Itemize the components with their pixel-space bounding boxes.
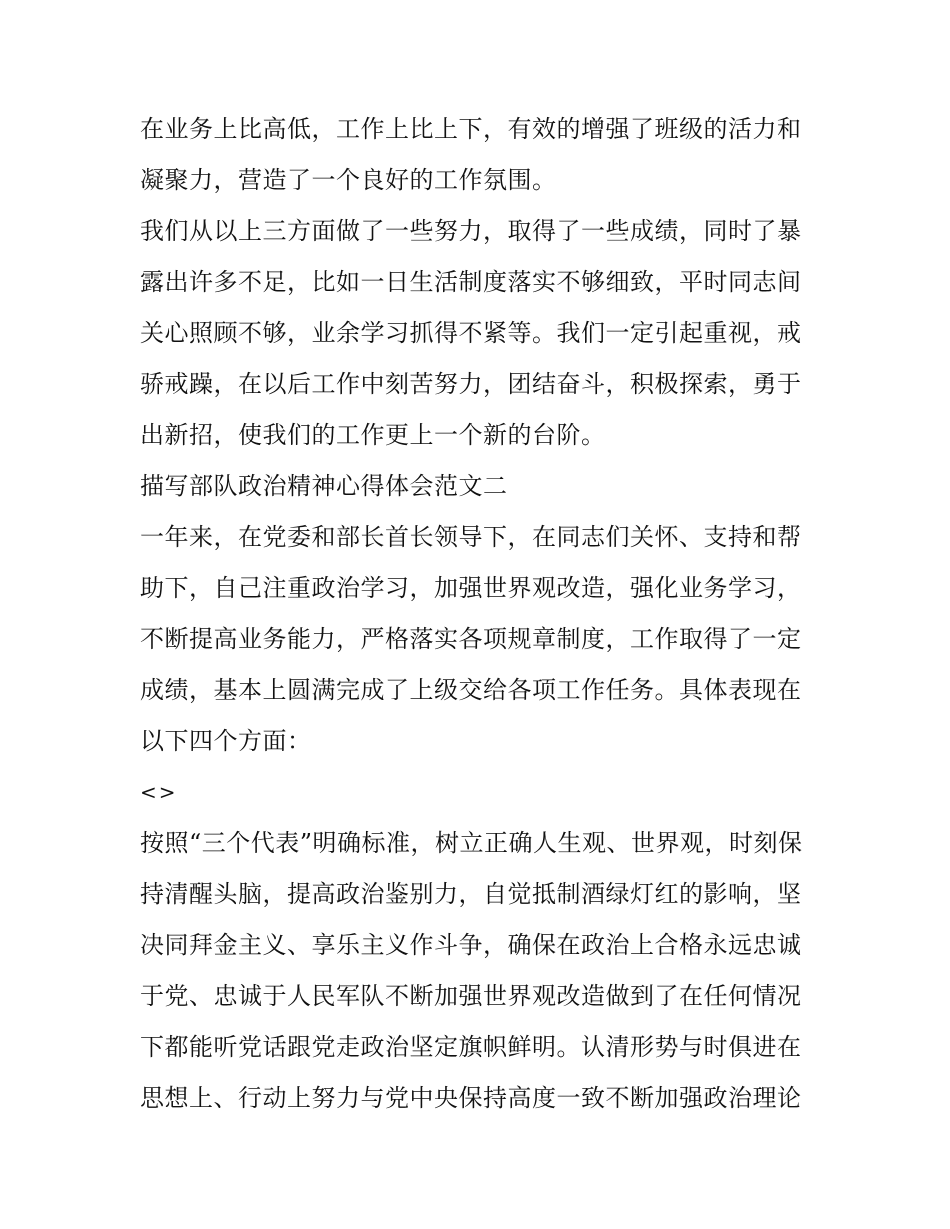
text-line: 以下四个方面： bbox=[140, 727, 312, 755]
section-heading: 描写部队政治精神心得体会范文二 bbox=[140, 472, 508, 500]
text-line: 持清醒头脑，提高政治鉴别力，自觉抵制酒绿灯红的影响，坚 bbox=[140, 880, 802, 908]
text-line: 按照“三个代表”明确标准，树立正确人生观、世界观，时刻保 bbox=[140, 829, 803, 857]
text-line: 成绩，基本上圆满完成了上级交给各项工作任务。具体表现在 bbox=[140, 676, 802, 704]
text-line: 露出许多不足，比如一日生活制度落实不够细致，平时同志间 bbox=[140, 268, 802, 296]
text-line: 思想上、行动上努力与党中央保持高度一致不断加强政治理论 bbox=[140, 1084, 802, 1112]
text-line: 在业务上比高低，工作上比上下，有效的增强了班级的活力和 bbox=[140, 115, 802, 143]
text-line: 骄戒躁，在以后工作中刻苦努力，团结奋斗，积极探索，勇于 bbox=[140, 370, 802, 398]
text-line: 助下，自己注重政治学习，加强世界观改造，强化业务学习， bbox=[140, 574, 802, 602]
text-line: 一年来，在党委和部长首长领导下，在同志们关怀、支持和帮 bbox=[140, 523, 802, 551]
text-line: 决同拜金主义、享乐主义作斗争，确保在政治上合格永远忠诚 bbox=[140, 931, 802, 959]
text-line: 不断提高业务能力，严格落实各项规章制度，工作取得了一定 bbox=[140, 625, 802, 653]
text-line: 我们从以上三方面做了一些努力，取得了一些成绩，同时了暴 bbox=[140, 217, 802, 245]
text-line: 下都能听党话跟党走政治坚定旗帜鲜明。认清形势与时俱进在 bbox=[140, 1033, 802, 1061]
document-body bbox=[140, 104, 820, 1124]
text-line: 出新招，使我们的工作更上一个新的台阶。 bbox=[140, 421, 606, 449]
text-line: 凝聚力，营造了一个良好的工作氛围。 bbox=[140, 166, 557, 194]
text-line: 于党、忠诚于人民军队不断加强世界观改造做到了在任何情况 bbox=[140, 982, 802, 1010]
text-line: 关心照顾不够，业余学习抓得不紧等。我们一定引起重视，戒 bbox=[140, 319, 802, 347]
angle-bracket-marker: <> bbox=[140, 780, 178, 804]
